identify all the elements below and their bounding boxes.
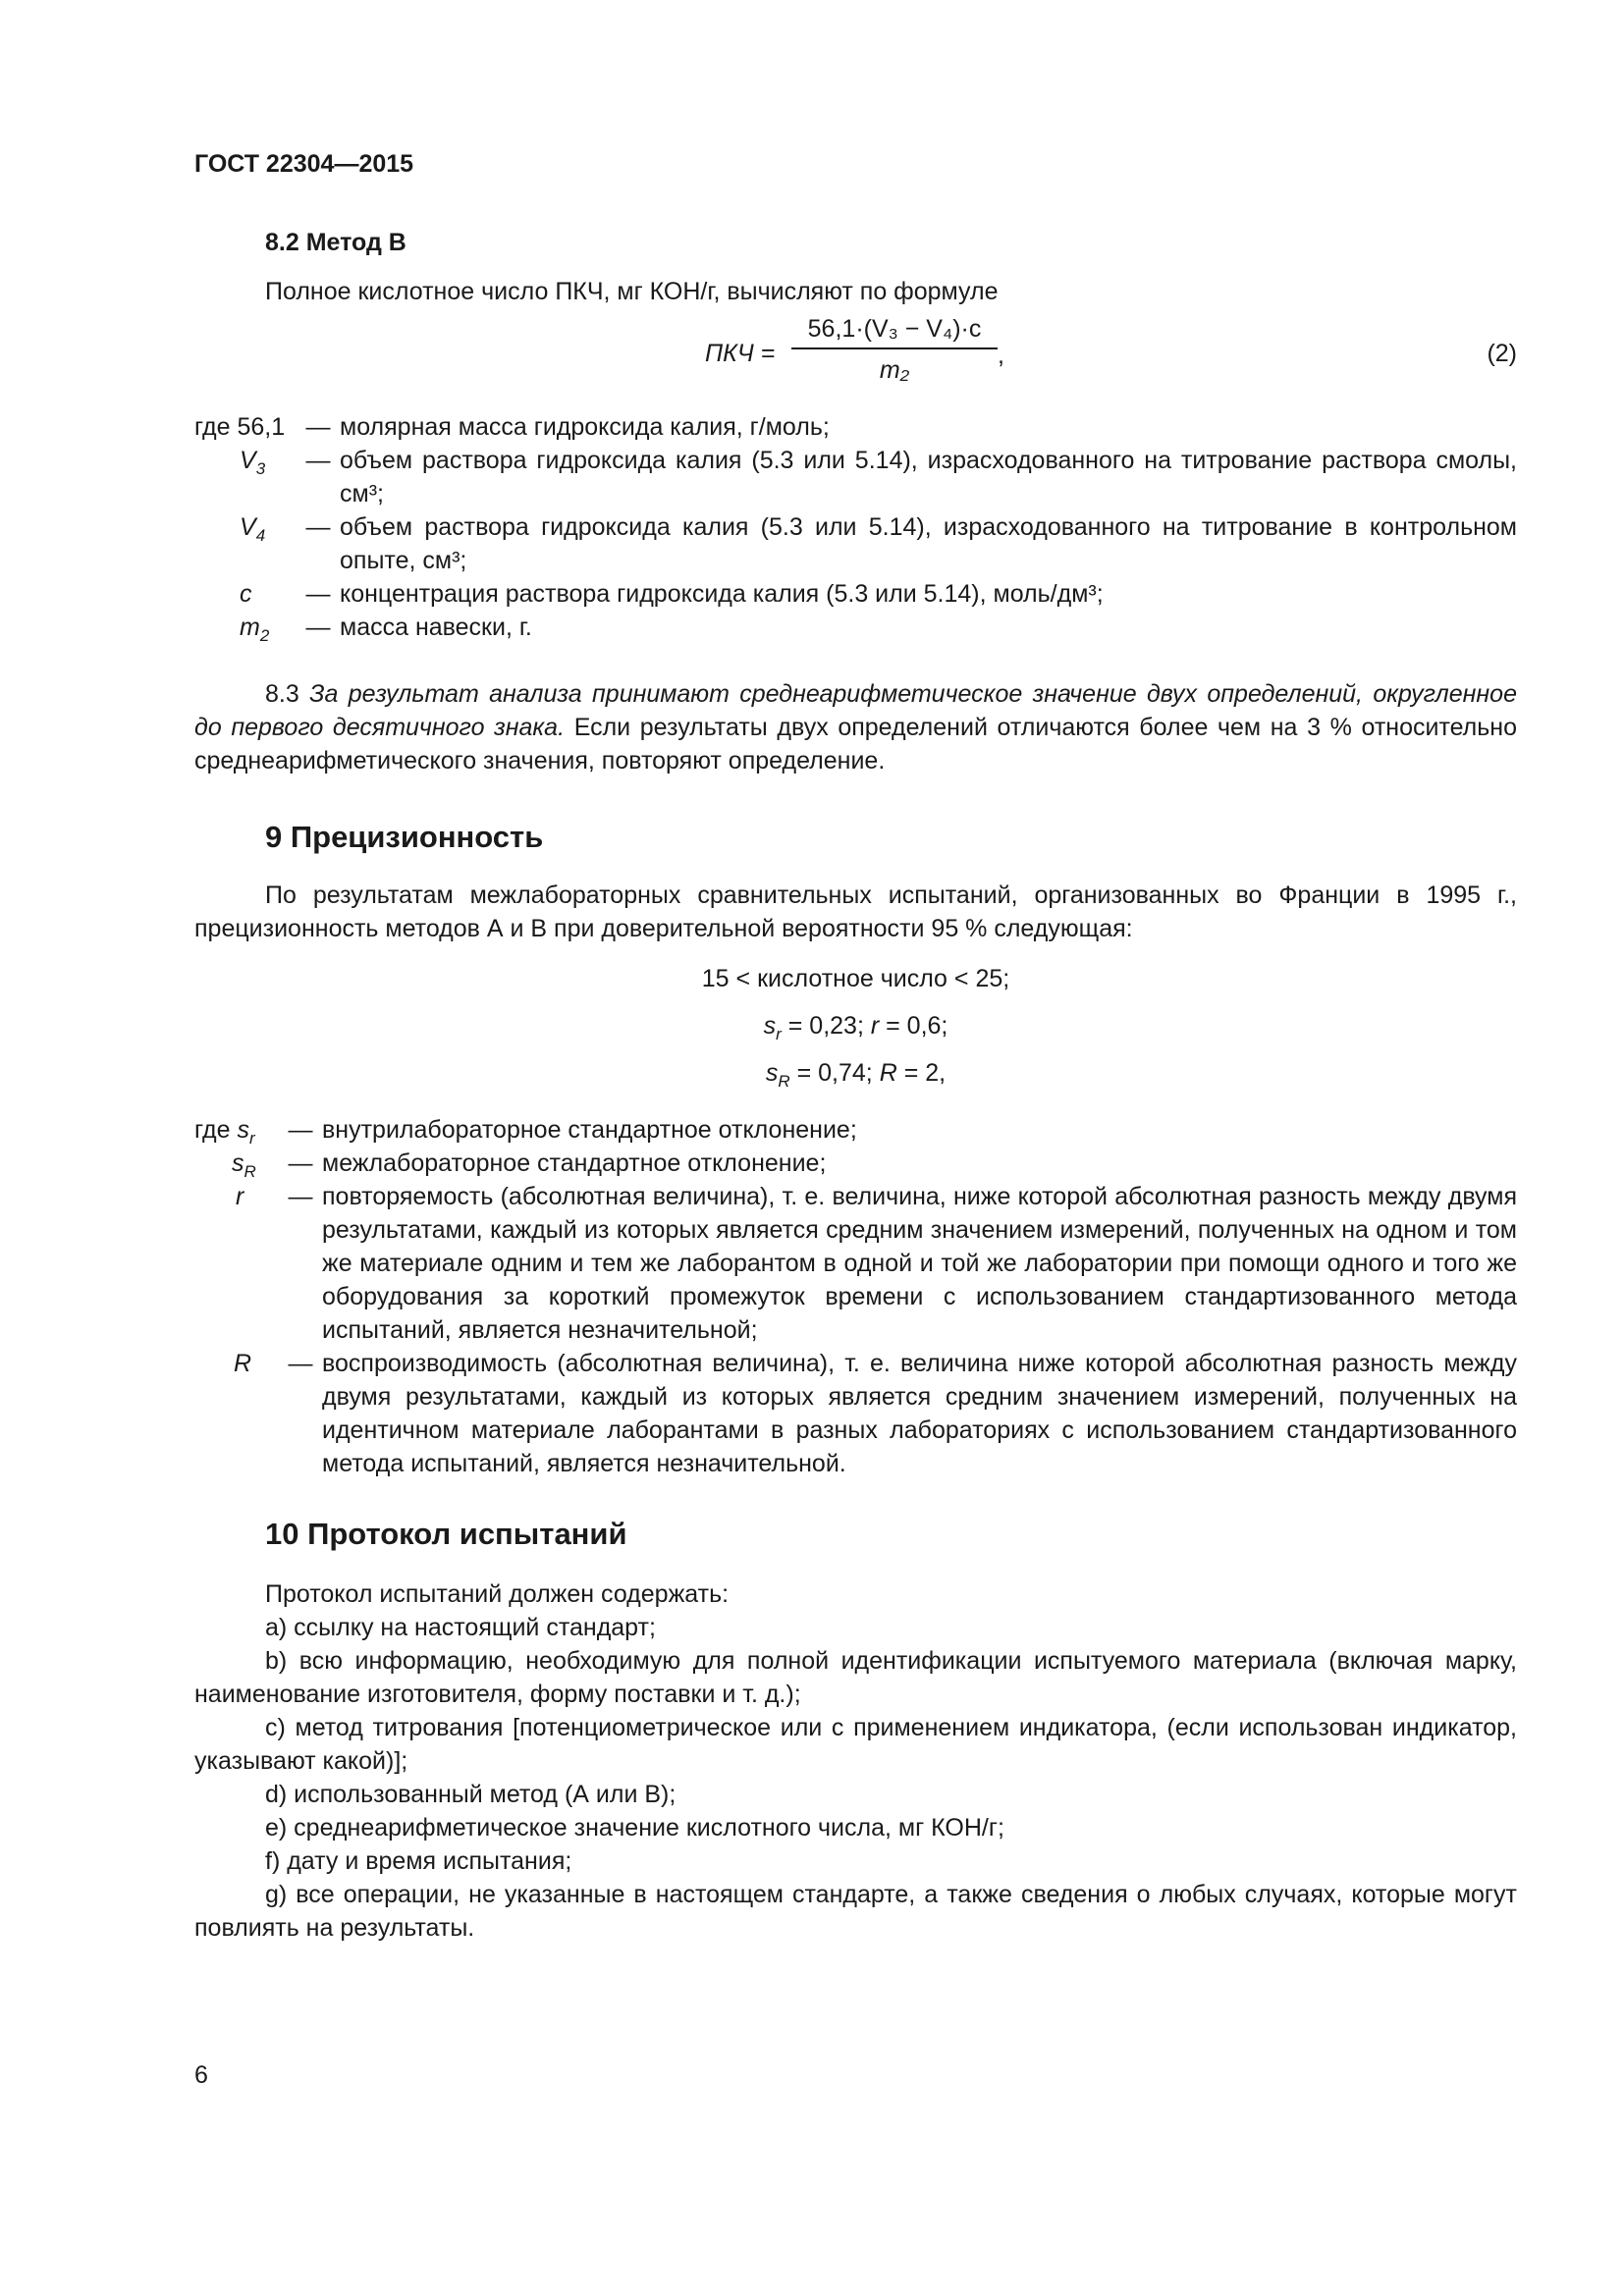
clause-text: Если результаты двух определений отличаются более чем на 3 % относительно среднеарифметического значения, повторяют определение. [194, 714, 1518, 774]
list-item: b) всю информацию, необходимую для полной идентификации испытуемого материала (включая марку, наименование изготовителя, форму поставки и т. д.); [194, 1647, 1517, 1708]
definition-dash: — [288, 1116, 313, 1144]
subscript: 3 [255, 459, 266, 478]
list-item: a) ссылку на настоящий стандарт; [265, 1614, 656, 1641]
precision-reproducibility-line [194, 1056, 1517, 1090]
formula-lhs: ПКЧ = [705, 340, 776, 367]
definition-item [194, 1147, 1517, 1180]
formula-2 [194, 312, 1517, 400]
section-10-intro: Протокол испытаний должен содержать: [265, 1580, 730, 1608]
symbol: R [879, 1059, 897, 1087]
symbol: V [240, 513, 256, 541]
subscript: r [776, 1025, 782, 1043]
definition-symbol [194, 444, 297, 510]
definition-text: масса навески, г. [340, 614, 532, 641]
subscript: 2 [259, 626, 270, 645]
definition-dash: — [305, 447, 331, 474]
list-item: c) метод титрования [потенциометрическое или с применением индикатора, (если использован индикатор, указывают какой)]; [194, 1714, 1517, 1775]
section-8-2-title: 8.2 Метод В [265, 229, 406, 256]
definition-item [194, 444, 1517, 510]
definition-dash: — [288, 1350, 313, 1377]
value: = 0,23; [781, 1012, 871, 1040]
subscript: 4 [255, 526, 266, 545]
section-9-title: 9 Прецизионность [265, 820, 544, 854]
definition-text: объем раствора гидроксида калия (5.3 или 5.14), израсходованного на титрование в контрольном опыте, см³; [340, 513, 1517, 574]
definitions-9 [194, 1113, 1517, 1480]
definition-item [194, 577, 1517, 611]
definition-item [194, 1113, 1517, 1147]
clause-italic-text: За результат анализа принимают среднеарифметическое значение двух определений, округленное до первого десятичного знака. [194, 680, 1517, 741]
definition-dash: — [305, 413, 331, 441]
section-8-3-paragraph [194, 677, 1517, 777]
definition-symbol [194, 1113, 279, 1147]
subscript: r [248, 1129, 255, 1148]
document-header: ГОСТ 22304—2015 [194, 150, 414, 178]
precision-repeatability-line [194, 1009, 1517, 1042]
protocol-list [194, 1611, 1517, 1945]
definition-symbol: c [240, 580, 252, 608]
formula-numerator: 56,1·(V₃ − V₄)·c [807, 315, 982, 343]
symbol: V [240, 447, 256, 474]
definition-item [194, 510, 1517, 577]
definition-text: концентрация раствора гидроксида калия (5.3 или 5.14), моль/дм³; [340, 580, 1104, 608]
formula-fraction [791, 312, 998, 387]
list-item: f) дату и время испытания; [265, 1847, 572, 1875]
subscript: R [244, 1162, 256, 1181]
definition-item [194, 1180, 1517, 1347]
definition-symbol [194, 510, 297, 577]
formula-denominator: m₂ [879, 356, 910, 384]
formula-number: (2) [1487, 340, 1517, 367]
section-8-2-intro: Полное кислотное число ПКЧ, мг КОН/г, вычисляют по формуле [265, 278, 999, 305]
section-9-intro: По результатам межлабораторных сравнительных испытаний, организованных во Франции в 1995 г., прецизионность методов А и В при доверительной вероятности 95 % следующая: [194, 881, 1517, 942]
definition-text: повторяемость (абсолютная величина), т. е. величина, ниже которой абсолютная разность между двумя результатами, каждый из которых является средним значением измерений, полученных на одном и том же материале одним и тем же лаборантом в одной и той же лаборатории при помощи одного и того же оборудования за короткий промежуток времени с использованием стандартизованного метода испытаний, является незначительной; [322, 1183, 1517, 1344]
definition-dash: — [305, 580, 331, 608]
definition-symbol [194, 410, 297, 444]
definitions-8-2 [194, 410, 1517, 644]
definition-symbol: R [234, 1350, 252, 1377]
definition-dash: — [305, 513, 331, 541]
where-label: где [194, 413, 231, 441]
list-item: g) все операции, не указанные в настоящем стандарте, а также сведения о любых случаях, которые могут повлиять на результаты. [194, 1881, 1517, 1942]
subscript: R [778, 1072, 790, 1091]
list-item: e) среднеарифметическое значение кислотного числа, мг КОН/г; [265, 1814, 1004, 1842]
definition-symbol [194, 611, 297, 644]
definition-dash: — [288, 1183, 313, 1210]
fraction-bar [791, 347, 998, 349]
precision-range: 15 < кислотное число < 25; [701, 965, 1010, 992]
definition-text: объем раствора гидроксида калия (5.3 или 5.14), израсходованного на титрование раствора смолы, см³; [340, 447, 1517, 507]
definition-symbol: r [236, 1183, 244, 1210]
clause-number: 8.3 [265, 680, 299, 708]
value: = 0,74; [789, 1059, 880, 1087]
definition-item [194, 611, 1517, 644]
symbol: s [763, 1012, 777, 1040]
definition-text: межлабораторное стандартное отклонение; [322, 1149, 827, 1177]
symbol: m [240, 614, 260, 641]
page-number: 6 [194, 2061, 208, 2089]
definition-dash: — [305, 614, 331, 641]
definition-item [194, 1347, 1517, 1480]
formula-comma: , [998, 342, 1004, 369]
definition-dash: — [288, 1149, 313, 1177]
value: = 2, [896, 1059, 947, 1087]
definition-text: воспроизводимость (абсолютная величина), т. е. величина ниже которой абсолютная разность между двумя результатами, каждый из которых является средним значением измерений, полученных на идентичном материале лаборантами в разных лабораториях с использованием стандартизованного метода испытаний, является незначительной. [322, 1350, 1517, 1477]
list-item: d) использованный метод (А или В); [265, 1781, 677, 1808]
symbol: s [232, 1149, 244, 1177]
symbol: 56,1 [237, 413, 286, 441]
definition-text: молярная масса гидроксида калия, г/моль; [340, 413, 830, 441]
symbol: r [870, 1012, 880, 1040]
where-label: где [194, 1116, 231, 1144]
section-10-title: 10 Протокол испытаний [265, 1517, 627, 1551]
definition-symbol [194, 1147, 279, 1180]
definition-item [194, 410, 1517, 444]
value: = 0,6; [879, 1012, 948, 1040]
symbol: s [765, 1059, 779, 1087]
definition-text: внутрилабораторное стандартное отклонение; [322, 1116, 857, 1144]
symbol: s [237, 1116, 249, 1144]
